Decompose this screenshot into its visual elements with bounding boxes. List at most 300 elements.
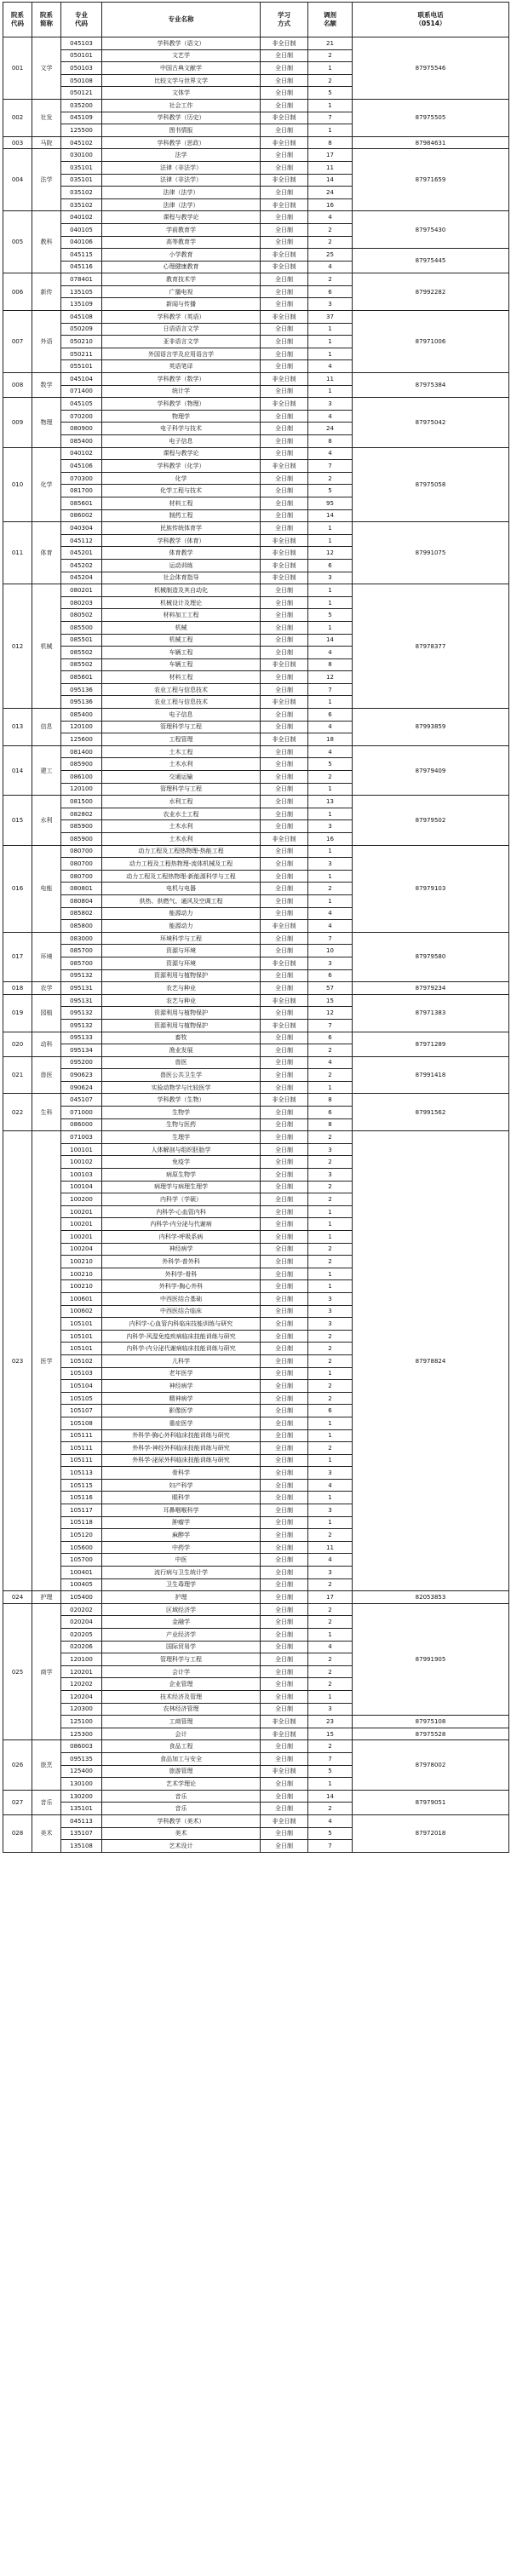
major-code-cell: 045202 xyxy=(61,559,102,572)
quota-cell: 4 xyxy=(308,1641,353,1653)
study-mode-cell: 全日制 xyxy=(261,298,308,311)
major-code-cell: 105105 xyxy=(61,1392,102,1405)
study-mode-cell: 全日制 xyxy=(261,1665,308,1678)
dept-code-cell: 015 xyxy=(3,796,32,845)
major-name-cell: 中国古典文献学 xyxy=(102,62,261,75)
quota-cell: 1 xyxy=(308,99,353,112)
study-mode-cell: 全日制 xyxy=(261,1840,308,1853)
study-mode-cell: 全日制 xyxy=(261,796,308,808)
phone-cell: 87991075 xyxy=(353,522,509,584)
quota-cell: 2 xyxy=(308,1343,353,1355)
major-code-cell: 100210 xyxy=(61,1268,102,1280)
study-mode-cell: 全日制 xyxy=(261,1268,308,1280)
study-mode-cell: 全日制 xyxy=(261,1032,308,1044)
major-code-cell: 100201 xyxy=(61,1218,102,1231)
major-name-cell: 电子科学与技术 xyxy=(102,423,261,435)
major-name-cell: 内科学（学硕） xyxy=(102,1193,261,1206)
major-code-cell: 081400 xyxy=(61,745,102,758)
header-study-mode: 学习 方式 xyxy=(261,3,308,37)
major-code-cell: 081700 xyxy=(61,485,102,497)
major-code-cell: 105118 xyxy=(61,1516,102,1529)
table-row xyxy=(3,373,509,386)
study-mode-cell: 全日制 xyxy=(261,1479,308,1492)
major-name-cell: 流行病与卫生统计学 xyxy=(102,1567,261,1579)
major-name-cell: 日语语言文学 xyxy=(102,323,261,336)
quota-cell: 4 xyxy=(308,1814,353,1827)
study-mode-cell: 全日制 xyxy=(261,1616,308,1629)
dept-code-cell: 002 xyxy=(3,99,32,136)
major-code-cell: 045107 xyxy=(61,1094,102,1107)
dept-name-cell: 兽医 xyxy=(32,1056,61,1094)
major-code-cell: 095133 xyxy=(61,1032,102,1044)
table-row xyxy=(3,211,509,224)
quota-cell: 4 xyxy=(308,745,353,758)
major-name-cell: 影像医学 xyxy=(102,1405,261,1417)
study-mode-cell: 全日制 xyxy=(261,1629,308,1642)
quota-cell: 3 xyxy=(308,1504,353,1517)
major-code-cell: 100210 xyxy=(61,1280,102,1293)
phone-cell: 87978377 xyxy=(353,584,509,709)
table-row xyxy=(3,1591,509,1604)
study-mode-cell: 全日制 xyxy=(261,1367,308,1380)
major-name-cell: 农业工程与信息技术 xyxy=(102,696,261,709)
dept-code-cell: 007 xyxy=(3,311,32,373)
dept-name-cell: 体育 xyxy=(32,522,61,584)
major-code-cell: 105400 xyxy=(61,1591,102,1604)
major-code-cell: 105107 xyxy=(61,1405,102,1417)
study-mode-cell: 全日制 xyxy=(261,74,308,87)
major-name-cell: 外科学-胸心外科 xyxy=(102,1280,261,1293)
table-row xyxy=(3,37,509,50)
major-code-cell: 100102 xyxy=(61,1156,102,1169)
phone-cell: 87971006 xyxy=(353,311,509,373)
major-name-cell: 材料工程 xyxy=(102,497,261,509)
major-code-cell: 086100 xyxy=(61,771,102,784)
major-name-cell: 外科学-泌尿外科临床技能训练与研究 xyxy=(102,1454,261,1467)
dept-name-cell: 护理 xyxy=(32,1591,61,1604)
major-name-cell: 土木水利 xyxy=(102,833,261,846)
major-name-cell: 农业水土工程 xyxy=(102,808,261,820)
quota-cell: 3 xyxy=(308,1143,353,1156)
dept-name-cell: 医学 xyxy=(32,1131,61,1591)
major-code-cell: 100210 xyxy=(61,1256,102,1268)
phone-cell: 87984631 xyxy=(353,136,509,149)
quota-cell: 2 xyxy=(308,771,353,784)
major-code-cell: 120100 xyxy=(61,721,102,733)
major-name-cell: 新闻与传播 xyxy=(102,298,261,311)
major-name-cell: 法学 xyxy=(102,149,261,162)
study-mode-cell: 全日制 xyxy=(261,1641,308,1653)
quota-cell: 1 xyxy=(308,621,353,634)
major-code-cell: 045102 xyxy=(61,136,102,149)
study-mode-cell: 全日制 xyxy=(261,721,308,733)
study-mode-cell: 全日制 xyxy=(261,1305,308,1318)
dept-code-cell: 017 xyxy=(3,932,32,981)
study-mode-cell: 全日制 xyxy=(261,1292,308,1305)
quota-cell: 4 xyxy=(308,1479,353,1492)
dept-name-cell: 环境 xyxy=(32,932,61,981)
major-name-cell: 英语笔译 xyxy=(102,360,261,373)
study-mode-cell: 全日制 xyxy=(261,522,308,535)
major-code-cell: 100201 xyxy=(61,1205,102,1218)
study-mode-cell: 非全日制 xyxy=(261,547,308,560)
major-code-cell: 080700 xyxy=(61,870,102,883)
major-name-cell: 制药工程 xyxy=(102,509,261,522)
study-mode-cell: 全日制 xyxy=(261,223,308,236)
major-code-cell: 105103 xyxy=(61,1367,102,1380)
major-name-cell: 农林经济管理 xyxy=(102,1703,261,1716)
major-code-cell: 035101 xyxy=(61,161,102,174)
major-code-cell: 105113 xyxy=(61,1467,102,1480)
header-dept-code: 院系 代码 xyxy=(3,3,32,37)
major-name-cell: 兽医公共卫生学 xyxy=(102,1069,261,1082)
quota-cell: 3 xyxy=(308,820,353,833)
quota-cell: 2 xyxy=(308,1665,353,1678)
major-name-cell: 外科学-骨科 xyxy=(102,1268,261,1280)
study-mode-cell: 全日制 xyxy=(261,1044,308,1057)
major-name-cell: 耳鼻咽喉科学 xyxy=(102,1504,261,1517)
major-name-cell: 畜牧 xyxy=(102,1032,261,1044)
study-mode-cell: 全日制 xyxy=(261,1392,308,1405)
quota-cell: 4 xyxy=(308,211,353,224)
major-code-cell: 100101 xyxy=(61,1143,102,1156)
major-name-cell: 管理科学与工程 xyxy=(102,1653,261,1666)
study-mode-cell: 全日制 xyxy=(261,1790,308,1803)
major-code-cell: 081500 xyxy=(61,796,102,808)
study-mode-cell: 全日制 xyxy=(261,1354,308,1367)
major-code-cell: 050108 xyxy=(61,74,102,87)
quota-cell: 2 xyxy=(308,1678,353,1691)
phone-cell: 87979580 xyxy=(353,932,509,981)
major-name-cell: 交通运输 xyxy=(102,771,261,784)
study-mode-cell: 全日制 xyxy=(261,1504,308,1517)
major-code-cell: 045116 xyxy=(61,261,102,273)
study-mode-cell: 全日制 xyxy=(261,932,308,945)
major-name-cell: 材料工程 xyxy=(102,671,261,684)
header-row xyxy=(3,3,509,37)
quota-cell: 1 xyxy=(308,783,353,796)
study-mode-cell: 全日制 xyxy=(261,1578,308,1591)
major-code-cell: 085601 xyxy=(61,497,102,509)
dept-name-cell: 生科 xyxy=(32,1094,61,1131)
study-mode-cell: 非全日制 xyxy=(261,249,308,262)
header-dept-name: 院系 简称 xyxy=(32,3,61,37)
phone-cell: 87991418 xyxy=(353,1056,509,1094)
major-code-cell: 080700 xyxy=(61,845,102,858)
quota-cell: 7 xyxy=(308,1019,353,1032)
major-code-cell: 020205 xyxy=(61,1629,102,1642)
study-mode-cell: 全日制 xyxy=(261,1256,308,1268)
major-name-cell: 电子信息 xyxy=(102,709,261,722)
major-name-cell: 化学 xyxy=(102,472,261,485)
quota-cell: 10 xyxy=(308,945,353,957)
study-mode-cell: 全日制 xyxy=(261,982,308,995)
major-name-cell: 图书情报 xyxy=(102,124,261,137)
quota-cell: 24 xyxy=(308,423,353,435)
major-name-cell: 运动训练 xyxy=(102,559,261,572)
header-phone: 联系电话 （0514） xyxy=(353,3,509,37)
major-name-cell: 物理学 xyxy=(102,410,261,423)
major-code-cell: 050101 xyxy=(61,49,102,62)
major-code-cell: 055101 xyxy=(61,360,102,373)
quota-cell: 1 xyxy=(308,1231,353,1244)
study-mode-cell: 全日制 xyxy=(261,758,308,771)
quota-cell: 4 xyxy=(308,647,353,659)
quota-cell: 2 xyxy=(308,273,353,286)
study-mode-cell: 全日制 xyxy=(261,149,308,162)
major-name-cell: 资源利用与植物保护 xyxy=(102,969,261,982)
major-code-cell: 095134 xyxy=(61,1044,102,1057)
major-code-cell: 120201 xyxy=(61,1665,102,1678)
major-name-cell: 企业管理 xyxy=(102,1678,261,1691)
study-mode-cell: 全日制 xyxy=(261,1690,308,1703)
study-mode-cell: 全日制 xyxy=(261,771,308,784)
quota-cell: 2 xyxy=(308,1243,353,1256)
dept-code-cell: 001 xyxy=(3,37,32,100)
major-code-cell: 135107 xyxy=(61,1827,102,1840)
study-mode-cell: 全日制 xyxy=(261,62,308,75)
major-name-cell: 护理 xyxy=(102,1591,261,1604)
major-name-cell: 工程管理 xyxy=(102,733,261,746)
study-mode-cell: 全日制 xyxy=(261,497,308,509)
dept-code-cell: 005 xyxy=(3,211,32,273)
major-name-cell: 工商管理 xyxy=(102,1716,261,1728)
major-name-cell: 社会工作 xyxy=(102,99,261,112)
study-mode-cell: 全日制 xyxy=(261,683,308,696)
study-mode-cell: 全日制 xyxy=(261,285,308,298)
study-mode-cell: 全日制 xyxy=(261,323,308,336)
major-name-cell: 内科学-心血管内科 xyxy=(102,1205,261,1218)
major-code-cell: 040106 xyxy=(61,236,102,249)
study-mode-cell: 全日制 xyxy=(261,1131,308,1144)
phone-cell: 87978002 xyxy=(353,1740,509,1790)
study-mode-cell: 全日制 xyxy=(261,1417,308,1429)
dept-name-cell: 机械 xyxy=(32,584,61,709)
study-mode-cell: 全日制 xyxy=(261,273,308,286)
major-name-cell: 产业经济学 xyxy=(102,1629,261,1642)
major-name-cell: 土木水利 xyxy=(102,758,261,771)
study-mode-cell: 全日制 xyxy=(261,1056,308,1069)
study-mode-cell: 全日制 xyxy=(261,1653,308,1666)
major-name-cell: 文艺学 xyxy=(102,49,261,62)
quota-cell: 1 xyxy=(308,845,353,858)
major-name-cell: 食品加工与安全 xyxy=(102,1752,261,1765)
quota-cell: 2 xyxy=(308,223,353,236)
quota-cell: 1 xyxy=(308,62,353,75)
major-name-cell: 学科教学（体育） xyxy=(102,534,261,547)
quota-cell: 2 xyxy=(308,1803,353,1815)
major-name-cell: 亚非语言文学 xyxy=(102,336,261,348)
major-code-cell: 100200 xyxy=(61,1193,102,1206)
major-name-cell: 农业工程与信息技术 xyxy=(102,683,261,696)
dept-name-cell: 旅烹 xyxy=(32,1740,61,1790)
quota-cell: 6 xyxy=(308,1032,353,1044)
table-row xyxy=(3,584,509,597)
study-mode-cell: 全日制 xyxy=(261,1280,308,1293)
major-code-cell: 095132 xyxy=(61,969,102,982)
quota-cell: 1 xyxy=(308,1205,353,1218)
major-code-cell: 045204 xyxy=(61,572,102,584)
study-mode-cell: 全日制 xyxy=(261,1541,308,1554)
study-mode-cell: 非全日制 xyxy=(261,957,308,969)
major-name-cell: 病原生物学 xyxy=(102,1169,261,1182)
dept-name-cell: 音乐 xyxy=(32,1790,61,1814)
quota-cell: 23 xyxy=(308,1716,353,1728)
major-code-cell: 045105 xyxy=(61,398,102,411)
major-code-cell: 020206 xyxy=(61,1641,102,1653)
major-code-cell: 085802 xyxy=(61,907,102,920)
major-name-cell: 中药学 xyxy=(102,1541,261,1554)
major-name-cell: 管理科学与工程 xyxy=(102,783,261,796)
quota-cell: 1 xyxy=(308,1081,353,1094)
table-row xyxy=(3,249,509,262)
quota-cell: 18 xyxy=(308,733,353,746)
quota-cell: 1 xyxy=(308,323,353,336)
quota-cell: 2 xyxy=(308,1653,353,1666)
quota-cell: 1 xyxy=(308,1218,353,1231)
study-mode-cell: 非全日制 xyxy=(261,833,308,846)
major-name-cell: 车辆工程 xyxy=(102,658,261,671)
quota-cell: 3 xyxy=(308,1703,353,1716)
study-mode-cell: 全日制 xyxy=(261,621,308,634)
study-mode-cell: 非全日制 xyxy=(261,1814,308,1827)
study-mode-cell: 非全日制 xyxy=(261,136,308,149)
major-code-cell: 030100 xyxy=(61,149,102,162)
major-name-cell: 内科学-心血管内科临床技能训练与研究 xyxy=(102,1318,261,1331)
study-mode-cell: 全日制 xyxy=(261,447,308,460)
dept-code-cell: 025 xyxy=(3,1603,32,1740)
quota-cell: 1 xyxy=(308,1268,353,1280)
table-row xyxy=(3,709,509,722)
major-name-cell: 区域经济学 xyxy=(102,1603,261,1616)
major-code-cell: 125500 xyxy=(61,124,102,137)
major-name-cell: 材料加工工程 xyxy=(102,609,261,622)
major-code-cell: 095132 xyxy=(61,1019,102,1032)
major-code-cell: 135105 xyxy=(61,285,102,298)
major-name-cell: 学科教学（生物） xyxy=(102,1094,261,1107)
quota-cell: 16 xyxy=(308,198,353,211)
major-name-cell: 车辆工程 xyxy=(102,647,261,659)
major-code-cell: 120100 xyxy=(61,783,102,796)
study-mode-cell: 全日制 xyxy=(261,1740,308,1753)
major-code-cell: 100104 xyxy=(61,1181,102,1193)
study-mode-cell: 全日制 xyxy=(261,1156,308,1169)
major-code-cell: 105120 xyxy=(61,1529,102,1542)
major-name-cell: 学科教学（美术） xyxy=(102,1814,261,1827)
table-row xyxy=(3,398,509,411)
quota-cell: 1 xyxy=(308,522,353,535)
major-name-cell: 病理学与病理生理学 xyxy=(102,1181,261,1193)
study-mode-cell: 非全日制 xyxy=(261,373,308,386)
major-code-cell: 085501 xyxy=(61,634,102,647)
major-name-cell: 资源与环境 xyxy=(102,957,261,969)
study-mode-cell: 非全日制 xyxy=(261,920,308,933)
major-code-cell: 045103 xyxy=(61,37,102,50)
major-name-cell: 民族传统体育学 xyxy=(102,522,261,535)
major-code-cell: 105111 xyxy=(61,1429,102,1442)
dept-code-cell: 006 xyxy=(3,273,32,311)
major-name-cell: 会计学 xyxy=(102,1665,261,1678)
major-code-cell: 085900 xyxy=(61,758,102,771)
major-name-cell: 农艺与种业 xyxy=(102,982,261,995)
major-code-cell: 080502 xyxy=(61,609,102,622)
major-code-cell: 100601 xyxy=(61,1292,102,1305)
quota-cell: 14 xyxy=(308,1790,353,1803)
quota-cell: 15 xyxy=(308,994,353,1007)
quota-cell: 2 xyxy=(308,1193,353,1206)
phone-cell: 87975505 xyxy=(353,99,509,136)
dept-name-cell: 教科 xyxy=(32,211,61,273)
major-code-cell: 070300 xyxy=(61,472,102,485)
quota-cell: 3 xyxy=(308,957,353,969)
major-code-cell: 035200 xyxy=(61,99,102,112)
table-row xyxy=(3,982,509,995)
quota-cell: 12 xyxy=(308,1007,353,1020)
study-mode-cell: 全日制 xyxy=(261,969,308,982)
major-name-cell: 外科学-胸心外科临床技能训练与研究 xyxy=(102,1429,261,1442)
study-mode-cell: 全日制 xyxy=(261,671,308,684)
dept-code-cell: 016 xyxy=(3,845,32,932)
major-code-cell: 105700 xyxy=(61,1554,102,1567)
major-code-cell: 095131 xyxy=(61,982,102,995)
major-code-cell: 050210 xyxy=(61,336,102,348)
major-name-cell: 教育技术学 xyxy=(102,273,261,286)
quota-cell: 13 xyxy=(308,796,353,808)
major-name-cell: 肿瘤学 xyxy=(102,1516,261,1529)
phone-cell: 87975042 xyxy=(353,398,509,447)
study-mode-cell: 全日制 xyxy=(261,1343,308,1355)
table-row xyxy=(3,1032,509,1044)
quota-cell: 1 xyxy=(308,1516,353,1529)
dept-code-cell: 018 xyxy=(3,982,32,995)
header-quota: 调剂 名额 xyxy=(308,3,353,37)
quota-cell: 24 xyxy=(308,187,353,199)
quota-cell: 1 xyxy=(308,385,353,398)
quota-cell: 2 xyxy=(308,1069,353,1082)
major-code-cell: 135101 xyxy=(61,1803,102,1815)
quota-cell: 1 xyxy=(308,1429,353,1442)
quota-cell: 1 xyxy=(308,808,353,820)
study-mode-cell: 非全日制 xyxy=(261,198,308,211)
study-mode-cell: 非全日制 xyxy=(261,1094,308,1107)
study-mode-cell: 非全日制 xyxy=(261,658,308,671)
major-code-cell: 085700 xyxy=(61,957,102,969)
quota-cell: 4 xyxy=(308,721,353,733)
major-name-cell: 动力工程及工程热物理-热能工程 xyxy=(102,845,261,858)
quota-cell: 3 xyxy=(308,398,353,411)
quota-cell: 11 xyxy=(308,161,353,174)
quota-cell: 3 xyxy=(308,1567,353,1579)
major-code-cell: 085502 xyxy=(61,658,102,671)
major-code-cell: 095200 xyxy=(61,1056,102,1069)
dept-code-cell: 004 xyxy=(3,149,32,211)
major-code-cell: 100201 xyxy=(61,1231,102,1244)
study-mode-cell: 全日制 xyxy=(261,894,308,907)
quota-cell: 17 xyxy=(308,149,353,162)
major-name-cell: 中西医结合临床 xyxy=(102,1305,261,1318)
major-code-cell: 085700 xyxy=(61,945,102,957)
major-name-cell: 眼科学 xyxy=(102,1492,261,1504)
major-name-cell: 艺术学理论 xyxy=(102,1778,261,1791)
study-mode-cell: 全日制 xyxy=(261,1516,308,1529)
phone-cell: 87971383 xyxy=(353,994,509,1032)
table-row xyxy=(3,136,509,149)
dept-name-cell: 马院 xyxy=(32,136,61,149)
major-name-cell: 学科教学（思政） xyxy=(102,136,261,149)
quota-cell: 2 xyxy=(308,1529,353,1542)
dept-name-cell: 法学 xyxy=(32,149,61,211)
quota-cell: 11 xyxy=(308,373,353,386)
